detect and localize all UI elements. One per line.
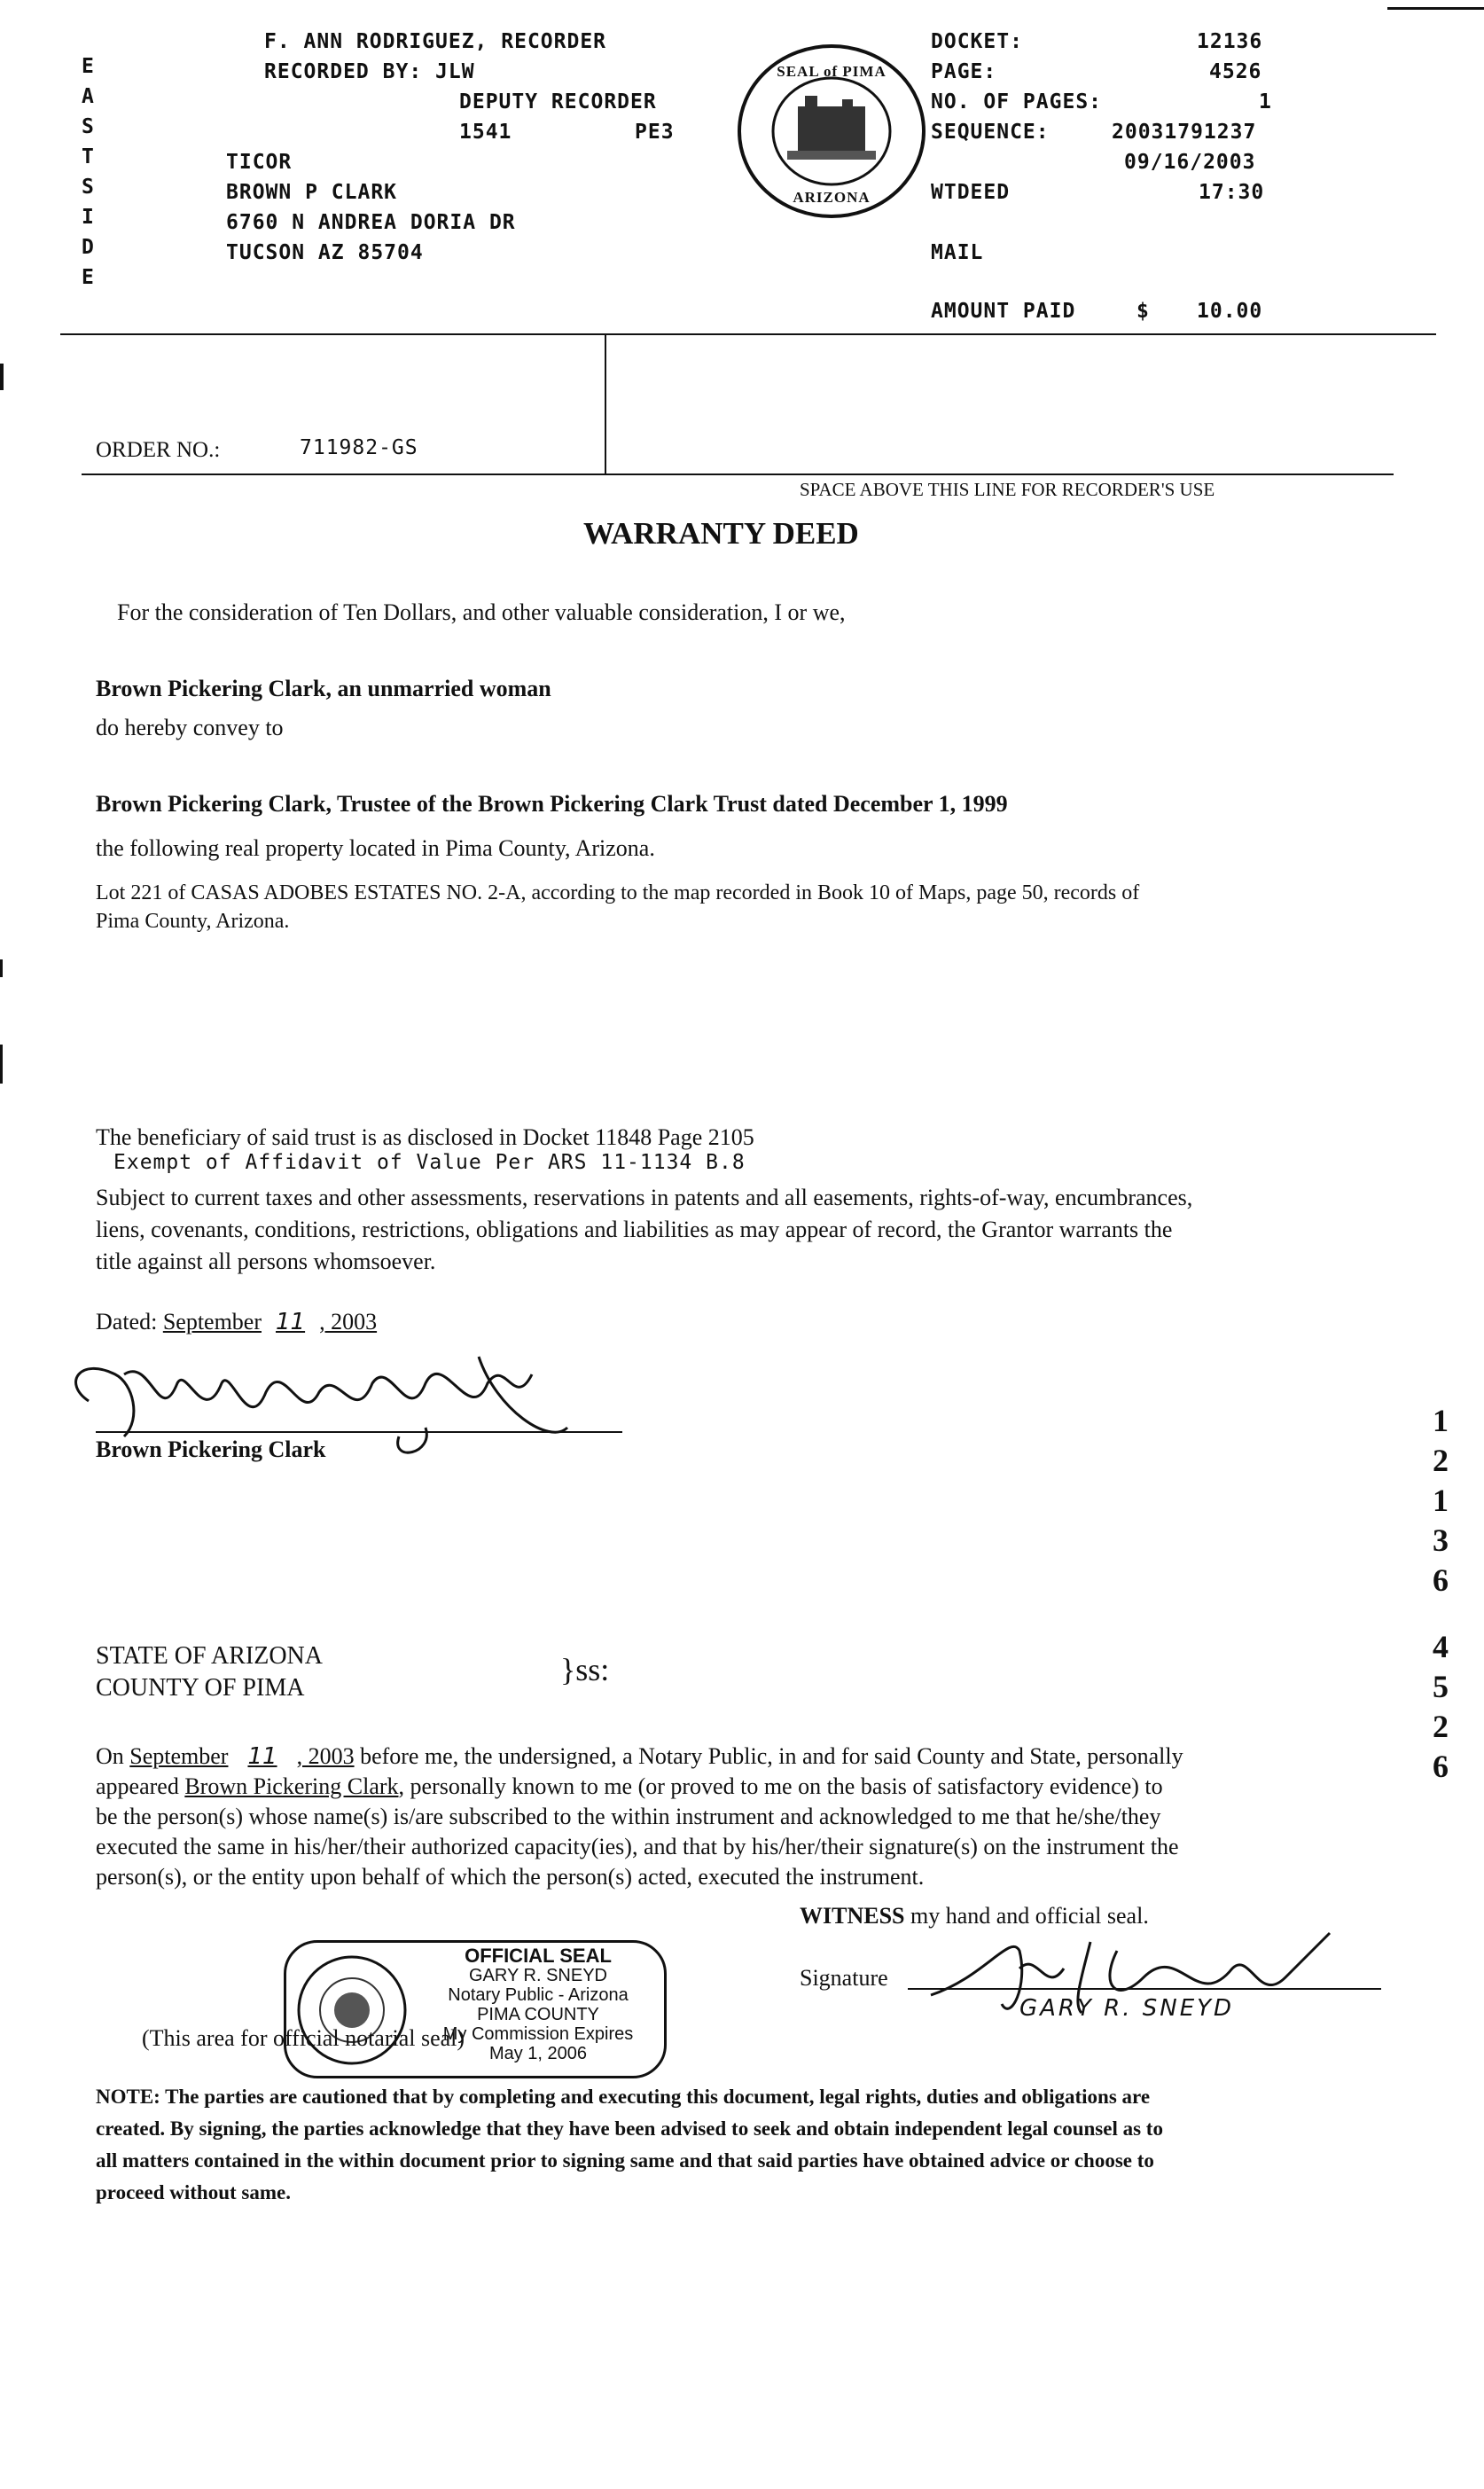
dated-day: 11 [276, 1309, 306, 1335]
legal-description-line: Pima County, Arizona. [96, 910, 290, 933]
sequence-value: 20031791237 [1112, 121, 1257, 144]
recorded-date: 09/16/2003 [1124, 151, 1256, 174]
dated-month: September [162, 1309, 262, 1335]
edge-mark [0, 1045, 3, 1084]
side-docket-digit: 2 [1433, 1443, 1449, 1478]
note-line: proceed without same. [96, 2181, 291, 2203]
dated-year: , 2003 [319, 1309, 378, 1335]
beneficiary-text: The beneficiary of said trust is as disclosed in Docket 11848 Page 2105 [96, 1124, 754, 1150]
page-value: 4526 [1209, 60, 1262, 83]
side-docket-digit: 4 [1433, 1629, 1449, 1664]
docket-value: 12136 [1197, 30, 1263, 53]
grantee-name: Brown Pickering Clark, Trustee of the Brown Pickering Clark Trust dated December 1, 1999 [96, 791, 1008, 817]
state-line: STATE OF ARIZONA [96, 1642, 323, 1670]
amount-value: 10.00 [1197, 300, 1263, 323]
eastside-letters [82, 55, 103, 296]
side-docket-digit: 3 [1433, 1522, 1449, 1558]
order-label: ORDER NO.: [96, 438, 221, 462]
page-label: PAGE: [931, 60, 997, 83]
note-line: created. By signing, the parties acknowledge that they have been advised to seek and obtain independent legal counsel as to [96, 2117, 1163, 2140]
pages-value: 1 [1259, 90, 1272, 113]
edge-mark [0, 364, 4, 390]
side-letter: T [82, 145, 95, 168]
notary-line: executed the same in his/her/their authorized capacity(ies), and that by his/her/their signature(s) on the instrument the [96, 1834, 1179, 1859]
side-letter: S [82, 176, 95, 199]
grantee-line: TICOR [226, 151, 293, 174]
subject-text: liens, covenants, conditions, restrictions, obligations and liabilities as may appear of record, the Grantor warrants the [96, 1217, 1173, 1242]
grantor-name: Brown Pickering Clark, an unmarried woman [96, 676, 551, 701]
dated-label: Dated: [96, 1309, 158, 1335]
side-letter: E [82, 55, 95, 78]
official-seal-expires: May 1, 2006 [488, 2044, 588, 2063]
subject-text: title against all persons whomsoever. [96, 1248, 436, 1274]
note-line: all matters contained in the within document prior to signing same and that said parties have obtained advice or choose to [96, 2149, 1154, 2172]
deputy-recorder: DEPUTY RECORDER [459, 90, 657, 113]
notary-month: September [129, 1743, 229, 1769]
side-docket-digit: 1 [1433, 1483, 1449, 1518]
notary-text: , personally known to me (or proved to me on the basis of satisfactory evidence) to [398, 1773, 1163, 1799]
side-letter: I [82, 206, 95, 229]
notary-line [96, 1743, 1183, 1770]
side-letter: S [82, 115, 95, 138]
grantee-line: BROWN P CLARK [226, 181, 398, 204]
notary-text: before me, the undersigned, a Notary Public, in and for said County and State, personally [360, 1743, 1183, 1769]
header-rule [60, 333, 1436, 335]
mail-label: MAIL [931, 241, 984, 264]
amount-label: AMOUNT PAID [931, 300, 1076, 323]
notary-day: 11 [247, 1743, 277, 1770]
official-seal-name: GARY R. SNEYD [469, 1966, 607, 1985]
page-title: WARRANTY DEED [583, 516, 859, 551]
side-docket-digit: 6 [1433, 1562, 1449, 1598]
notary-on: On [96, 1743, 124, 1769]
side-docket-number [1423, 1401, 1458, 1787]
notary-line: person(s), or the entity upon behalf of which the person(s) acted, executed the instrument. [96, 1864, 925, 1890]
document-type: WTDEED [931, 181, 1011, 204]
notary-line: be the person(s) whose name(s) is/are subscribed to the within instrument and acknowledged to me that he/she/they [96, 1804, 1161, 1829]
svg-text:SEAL of PIMA: SEAL of PIMA [777, 63, 886, 80]
official-seal-title: OFFICIAL SEAL [465, 1945, 612, 1967]
pages-label: NO. OF PAGES: [931, 90, 1103, 113]
edge-mark [0, 959, 3, 977]
recorder-code-1: 1541 [459, 121, 512, 144]
signature-rule [96, 1431, 622, 1433]
side-letter: E [82, 266, 95, 289]
recorded-by: RECORDED BY: JLW [264, 60, 475, 83]
grantee-line: TUCSON AZ 85704 [226, 241, 424, 264]
official-seal-expires-label: My Commission Expires [442, 2024, 634, 2044]
notary-printed-name: GARY R. SNEYD [1019, 1995, 1235, 2022]
convey-text: do hereby convey to [96, 715, 284, 740]
order-number: 711982-GS [300, 436, 418, 459]
signature-label: Signature [800, 1965, 888, 1991]
notary-year: , 2003 [296, 1743, 355, 1769]
recorder-code-2: PE3 [635, 121, 675, 144]
notary-appearer: Brown Pickering Clark [184, 1773, 399, 1799]
side-docket-digit: 5 [1433, 1669, 1449, 1704]
recorder-space-rule [82, 474, 1394, 475]
seal-area-caption: (This area for official notarial seal) [142, 2025, 465, 2051]
subject-text: Subject to current taxes and other assessments, reservations in patents and all easements, rights-of-way, encumbrances, [96, 1185, 1193, 1210]
county-line: COUNTY OF PIMA [96, 1674, 305, 1702]
official-seal-role: Notary Public - Arizona [448, 1985, 629, 2005]
witness-label: WITNESS [800, 1903, 905, 1929]
property-intro: the following real property located in Pima County, Arizona. [96, 835, 655, 861]
svg-text:ARIZONA: ARIZONA [793, 189, 871, 206]
sequence-label: SEQUENCE: [931, 121, 1050, 144]
notary-line [96, 1773, 1163, 1800]
signer-name: Brown Pickering Clark [96, 1436, 326, 1462]
official-seal-county: PIMA COUNTY [477, 2005, 599, 2024]
side-docket-digit: 6 [1433, 1749, 1449, 1784]
side-letter: D [82, 236, 95, 259]
witness-text: my hand and official seal. [910, 1903, 1149, 1929]
notary-appeared: appeared [96, 1773, 179, 1799]
pima-county-seal-icon [734, 43, 929, 220]
header-divider [605, 335, 606, 474]
side-docket-digit: 2 [1433, 1709, 1449, 1744]
exempt-text: Exempt of Affidavit of Value Per ARS 11-1134 B.8 [113, 1151, 746, 1174]
ss-mark: }ss: [560, 1652, 610, 1687]
amount-currency: $ [1136, 300, 1150, 323]
official-seal-box [284, 1940, 667, 2078]
legal-description-line: Lot 221 of CASAS ADOBES ESTATES NO. 2-A, according to the map recorded in Book 10 of Maps, page 50, records of [96, 881, 1140, 904]
side-docket-digit: 1 [1433, 1403, 1449, 1438]
docket-label: DOCKET: [931, 30, 1023, 53]
grantee-line: 6760 N ANDREA DORIA DR [226, 211, 516, 234]
recorder-use-note: SPACE ABOVE THIS LINE FOR RECORDER'S USE [800, 479, 1215, 500]
recorder-name: F. ANN RODRIGUEZ, RECORDER [264, 30, 607, 53]
note-line: NOTE: The parties are cautioned that by completing and executing this document, legal rights, duties and obligations are [96, 2086, 1151, 2108]
recorded-time: 17:30 [1199, 181, 1265, 204]
side-letter: A [82, 85, 95, 108]
consideration-text: For the consideration of Ten Dollars, and other valuable consideration, I or we, [117, 599, 846, 625]
corner-rule [1387, 7, 1484, 10]
